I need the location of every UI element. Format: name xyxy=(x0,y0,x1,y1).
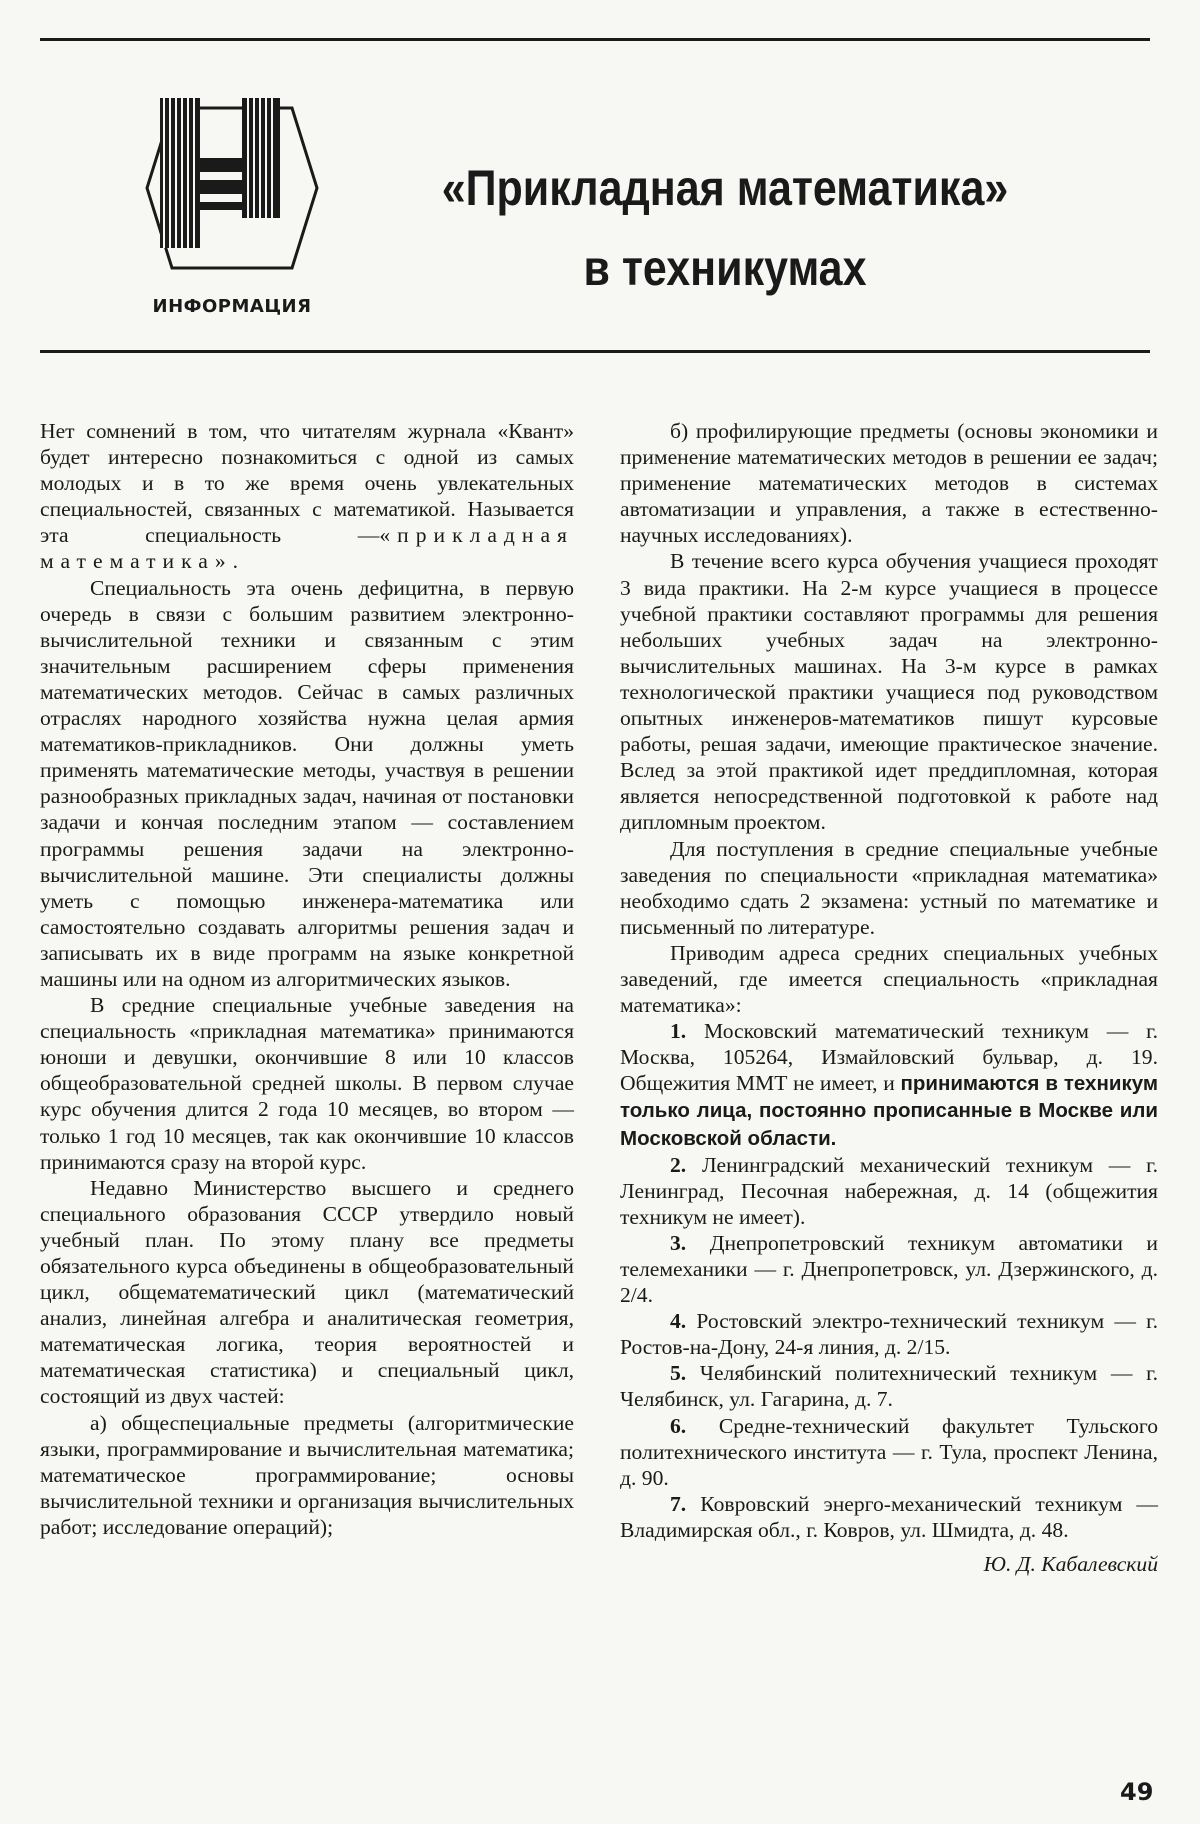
item-number: 3. xyxy=(670,1230,687,1255)
page-number: 49 xyxy=(1120,1778,1154,1806)
address-item xyxy=(620,1491,1158,1543)
item-text: Ростовский электро-технический техникум — г. Ростов-на-Дону, 24-я линия, д. 2/15. xyxy=(620,1309,1159,1360)
paragraph xyxy=(40,418,574,575)
top-rule xyxy=(40,38,1150,41)
address-item xyxy=(620,1018,1158,1151)
address-item xyxy=(620,1308,1158,1360)
address-item xyxy=(620,1152,1158,1230)
item-text: Ковровский энерго-механический техникум — Владимирская обл., г. Ковров, ул. Шмидта, д. 48. xyxy=(620,1491,1158,1542)
item-text: Челябинский политехнический техникум — г. Челябинск, ул. Гагарина, д. 7. xyxy=(620,1361,1159,1412)
item-number: 2. xyxy=(670,1152,687,1177)
specialty-name: «прикладная математика». xyxy=(40,523,574,574)
address-item xyxy=(620,1230,1158,1308)
item-number: 1. xyxy=(670,1019,687,1044)
item-text: Ленинградский механический техникум — г. Ленинград, Песочная набережная, д. 14 (общежития техникум не имеет). xyxy=(620,1152,1158,1229)
paragraph: Недавно Министерство высшего и среднего специального образования СССР утвердило новый учебный план. По этому плану все предметы обязательного курса объединены в общеобразовательный цикл, общематематический цикл (математический анализ, линейная алгебра и аналитическая геометрия, математическая логика, теория вероятностей и математическая статистика) и специальный цикл, состоящий из двух частей: xyxy=(40,1175,574,1409)
paragraph: В средние специальные учебные заведения на специальность «прикладная математика» принимаются юноши и девушки, окончившие 8 или 10 классов общеобразовательной средней школы. В первом случае курс обучения длится 2 года 10 месяцев, во втором — только 1 год 10 месяцев, так как окончившие 10 классов принимаются сразу на второй курс. xyxy=(40,993,574,1174)
address-item xyxy=(620,1413,1158,1491)
section-label: ИНФОРМАЦИЯ xyxy=(152,296,312,317)
item-number: 4. xyxy=(670,1309,687,1334)
paragraph: Для поступления в средние специальные учебные заведения по специальности «прикладная математика» необходимо сдать 2 экзамена: устный по математике и письменный по литературе. xyxy=(620,836,1158,939)
paragraph: В течение всего курса обучения учащиеся проходят 3 вида практики. На 2-м курсе учащиеся в процессе учебной практики составляют программы для решения небольших учебных задач на электронно-вычислительных машинах. На 3-м курсе в рамках технологической практики учащиеся под руководством опытных инженеров-математиков пишут курсовые работы, решая задачи, имеющие практическое значение. Вслед за этой практикой идет преддипломная, которая является непосредственной подготовкой к работе над дипломным проектом. xyxy=(620,549,1158,835)
header-rule xyxy=(40,350,1150,353)
title-line-1: «Прикладная математика» xyxy=(441,160,1009,216)
address-list xyxy=(620,1018,1158,1543)
left-column xyxy=(40,418,574,1540)
item-number: 6. xyxy=(670,1413,687,1438)
item-number: 5. xyxy=(670,1361,687,1386)
author: Ю. Д. Кабалевский xyxy=(983,1552,1158,1577)
title-line-2: в техникумах xyxy=(583,240,867,296)
item-number: 7. xyxy=(670,1491,687,1516)
address-item xyxy=(620,1360,1158,1412)
paragraph: Приводим адреса средних специальных учебных заведений, где имеется специальность «прикладная математика»: xyxy=(620,940,1158,1018)
article-title xyxy=(437,148,1013,308)
paragraph: Специальность эта очень дефицитна, в первую очередь в связи с большим развитием электронно-вычислительной техники и связанным с этим значительным расширением сферы применения математических методов. Сейчас в самых различных отраслях народного хозяйства нужна целая армия математиков-прикладников. Они должны уметь применять математические методы, участвуя в решении разнообразных прикладных задач, начиная от постановки задачи и кончая последним этапом — составлением программы решения задачи на электронно-вычислительной машине. Эти специалисты должны уметь с помощью инженера-математика или самостоятельно создавать алгоритмы решения задач и записывать их в виде программ на языке конкретной машины или на одном из алгоритмических языков. xyxy=(40,575,574,991)
paragraph: а) общеспециальные предметы (алгоритмические языки, программирование и вычислительная математика; математическое программирование; основы вычислительной техники и организация вычислительных работ; исследование операций); xyxy=(40,1410,574,1539)
right-column xyxy=(620,418,1158,1577)
paragraph: б) профилирующие предметы (основы экономики и применение математических методов в решении ее задач; применение математических методов в системах автоматизации и управления, а также в естественно-научных исследованиях). xyxy=(620,419,1158,548)
item-text: Средне-технический факультет Тульского политехнического института — г. Тула, проспект Ленина, д. 90. xyxy=(620,1413,1158,1490)
item-text: Днепропетровский техникум автоматики и телемеханики — г. Днепропетровск, ул. Дзержинского, д. 2/4. xyxy=(620,1230,1158,1308)
item-bold-text: принимаются в техникум только лица, постоянно прописанные в Москве или Московской области. xyxy=(620,1072,1158,1150)
item-text: Московский математический техникум — г. Москва, 105264, Измайловский бульвар, д. 19. Общежития ММТ не имеет, и xyxy=(620,1019,1159,1096)
information-logo-icon xyxy=(142,98,322,278)
paragraph-text: Нет сомнений в том, что читателям журнала «Квант» будет интересно познакомиться с одной из самых молодых и в то же время очень увлекательных специальностей, связанных с математикой. Называется эта специальность — xyxy=(40,419,574,548)
